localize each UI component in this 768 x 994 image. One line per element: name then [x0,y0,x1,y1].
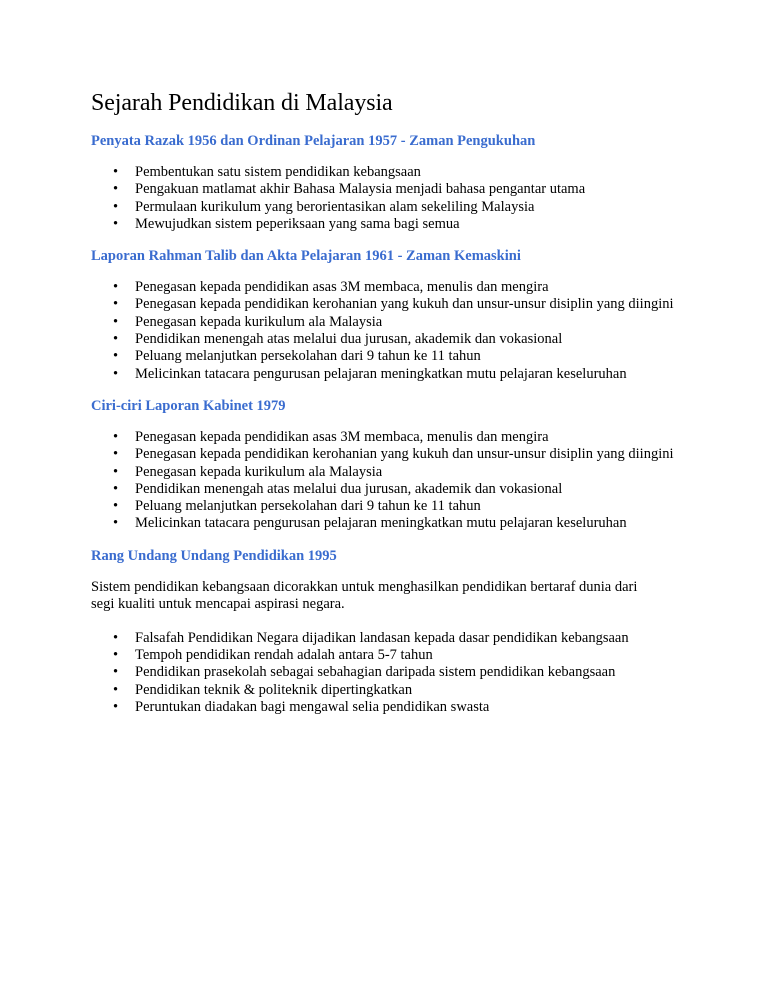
section-heading: Rang Undang Undang Pendidikan 1995 [91,547,337,564]
bullet-list [91,164,678,233]
list-item: • Pendidikan teknik & politeknik dipertingkatkan [91,682,678,699]
list-item: • Penegasan kepada kurikulum ala Malaysia [91,464,678,481]
list-item: • Falsafah Pendidikan Negara dijadikan landasan kepada dasar pendidikan kebangsaan [91,630,678,647]
page-title: Sejarah Pendidikan di Malaysia [91,90,393,116]
list-item: • Pendidikan menengah atas melalui dua jurusan, akademik dan vokasional [91,481,678,498]
list-item: • Melicinkan tatacara pengurusan pelajaran meningkatkan mutu pelajaran keseluruhan [91,366,678,383]
section-paragraph: Sistem pendidikan kebangsaan dicorakkan untuk menghasilkan pendidikan bertaraf dunia dari segi kualiti untuk mencapai aspirasi negara. [91,578,638,613]
list-item: • Pembentukan satu sistem pendidikan kebangsaan [91,164,678,181]
list-item: • Pengakuan matlamat akhir Bahasa Malaysia menjadi bahasa pengantar utama [91,181,678,198]
list-item: • Mewujudkan sistem peperiksaan yang sama bagi semua [91,216,678,233]
list-item: • Pendidikan menengah atas melalui dua jurusan, akademik dan vokasional [91,331,678,348]
list-item: • Pendidikan prasekolah sebagai sebahagian daripada sistem pendidikan kebangsaan [91,664,678,681]
list-item: • Penegasan kepada pendidikan asas 3M membaca, menulis dan mengira [91,429,678,446]
list-item: • Tempoh pendidikan rendah adalah antara 5-7 tahun [91,647,678,664]
bullet-list [91,630,678,716]
list-item: • Peluang melanjutkan persekolahan dari 9 tahun ke 11 tahun [91,498,678,515]
list-item: • Penegasan kepada pendidikan kerohanian yang kukuh dan unsur-unsur disiplin yang diingini [91,446,678,463]
section-heading: Laporan Rahman Talib dan Akta Pelajaran 1961 - Zaman Kemaskini [91,248,521,265]
list-item: • Peluang melanjutkan persekolahan dari 9 tahun ke 11 tahun [91,348,678,365]
list-item: • Permulaan kurikulum yang berorientasikan alam sekeliling Malaysia [91,199,678,216]
section-heading: Penyata Razak 1956 dan Ordinan Pelajaran 1957 - Zaman Pengukuhan [91,133,536,149]
bullet-list [91,429,678,533]
list-item: • Penegasan kepada kurikulum ala Malaysia [91,314,678,331]
list-item: • Melicinkan tatacara pengurusan pelajaran meningkatkan mutu pelajaran keseluruhan [91,515,678,532]
list-item: • Peruntukan diadakan bagi mengawal selia pendidikan swasta [91,699,678,716]
list-item: • Penegasan kepada pendidikan kerohanian yang kukuh dan unsur-unsur disiplin yang diingini [91,296,678,313]
section-heading: Ciri-ciri Laporan Kabinet 1979 [91,397,286,414]
list-item: • Penegasan kepada pendidikan asas 3M membaca, menulis dan mengira [91,279,678,296]
bullet-list [91,279,678,383]
